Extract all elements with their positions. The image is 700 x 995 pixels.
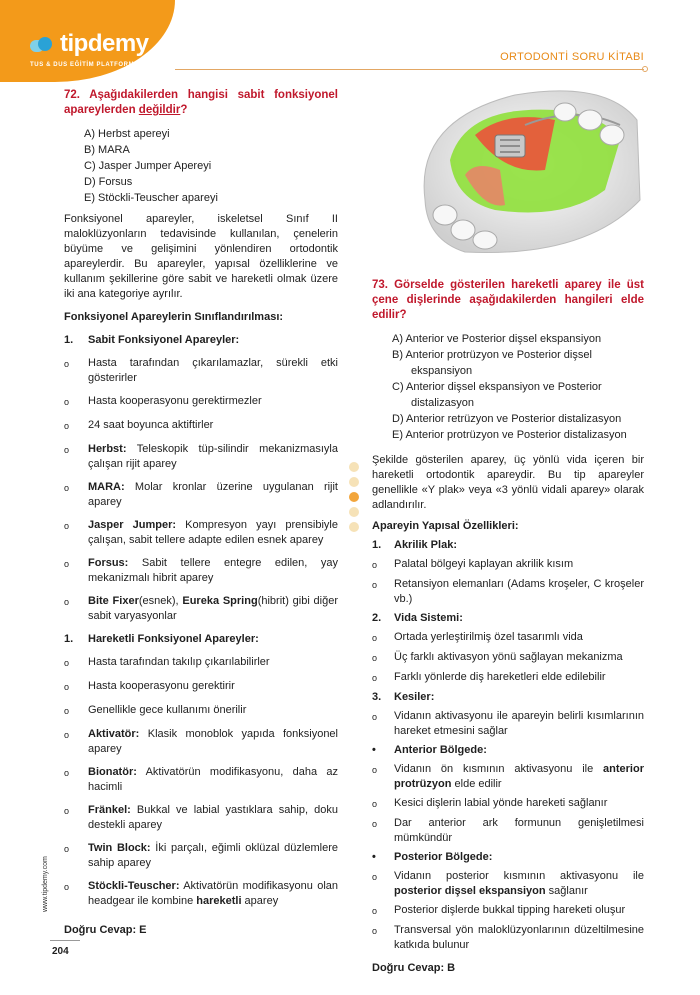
- list-item-text: Ortada yerleştirilmiş özel tasarımlı vida: [394, 631, 583, 643]
- list-item-text: Jasper Jumper: Kompresyon yayı prensibiyle çalışan, sabit tellere adapte edilen esnek aparey: [88, 519, 338, 546]
- removable-appliances-heading: 1. Hareketli Fonksiyonel Apareyler:: [64, 633, 259, 645]
- bullet-marker: o: [372, 633, 378, 643]
- fixed-appliances-heading: 1. Sabit Fonksiyonel Apareyler:: [64, 334, 240, 346]
- bullet-marker: o: [64, 706, 70, 716]
- decorative-dots: [349, 462, 361, 537]
- list-item-text: Farklı yönlerde diş hareketleri elde edilebilir: [394, 671, 606, 683]
- question-72: [64, 88, 338, 938]
- list-item-text: Vidanın ön kısmının aktivasyonu ile anterior protrüzyon elde edilir: [394, 763, 644, 790]
- list-item-text: Herbst: Teleskopik tüp-silindir mekanizmasıyla çalışan rijit aparey: [88, 443, 338, 470]
- list-item: [372, 557, 644, 573]
- dot: [349, 507, 359, 517]
- features-heading: Apareyin Yapısal Özellikleri:: [372, 520, 519, 532]
- bullet-marker: o: [64, 768, 70, 778]
- list-item: [372, 796, 644, 812]
- list-item: [372, 923, 644, 953]
- list-item: [64, 879, 338, 909]
- question-72-options: [84, 126, 338, 206]
- answer-73: Doğru Cevap: B: [372, 962, 456, 974]
- list-item-text: Vidanın aktivasyonu ile apareyin belirli kısımlarının hareket etmesini sağlar: [394, 710, 644, 737]
- list-item-text: Bionatör: Aktivatörün modifikasyonu, daha az hacimli: [88, 766, 338, 793]
- dot-active: [349, 492, 359, 502]
- bullet-marker: o: [64, 421, 70, 431]
- option-a: A) Anterior ve Posterior dişsel ekspansiyon: [392, 333, 602, 345]
- classification-heading: Fonksiyonel Apareylerin Sınıflandırılması:: [64, 311, 284, 323]
- bullet-marker: o: [64, 882, 70, 892]
- list-item: [372, 869, 644, 899]
- appliance-model-image: [405, 80, 645, 260]
- removable-appliances-list: [64, 655, 338, 909]
- bullet-marker: o: [372, 653, 378, 663]
- list-item: [64, 442, 338, 472]
- list-item: [64, 480, 338, 510]
- list-item-text: Palatal bölgeyi kaplayan akrilik kısım: [394, 558, 574, 570]
- list-item-text: Stöckli-Teuscher: Aktivatörün modifikasyonu olan headgear ile kombine hareketli aparey: [88, 880, 338, 907]
- list-item-text: Üç farklı aktivasyon yönü sağlayan mekanizma: [394, 651, 623, 663]
- list-item: [64, 841, 338, 871]
- list-item-text: MARA: Molar kronlar üzerine uygulanan rijit aparey: [88, 481, 338, 508]
- list-item-text: Kesici dişlerin labial yönde hareketi sağlanır: [394, 797, 608, 809]
- list-item: [372, 650, 644, 666]
- list-item-text: Twin Block: İki parçalı, eğimli oklüzal düzlemlere sahip aparey: [88, 842, 338, 869]
- list-item: [64, 655, 338, 671]
- feature-section-heading: 2. Vida Sistemi:: [372, 612, 463, 624]
- header-rule-dot: [642, 66, 648, 72]
- list-item: [64, 727, 338, 757]
- list-item: [372, 903, 644, 919]
- bullet-marker: o: [64, 445, 70, 455]
- bullet-marker: o: [372, 872, 378, 882]
- bullet-marker: o: [372, 673, 378, 683]
- list-item: [64, 394, 338, 410]
- bullet-marker: o: [64, 844, 70, 854]
- dot: [349, 462, 359, 472]
- bullet-marker: o: [64, 397, 70, 407]
- bullet-marker: o: [372, 765, 378, 775]
- bullet-marker: o: [64, 730, 70, 740]
- feature-section-heading: • Anterior Bölgede:: [372, 744, 487, 756]
- list-item-text: Hasta tarafından çıkarılamazlar, sürekli etki gösterirler: [88, 357, 338, 384]
- header-rule: [175, 69, 644, 70]
- bullet-marker: o: [64, 483, 70, 493]
- list-item: [64, 679, 338, 695]
- list-item-text: Fränkel: Bukkal ve labial yastıklara sahip, doku destekli aparey: [88, 804, 338, 831]
- list-item: [64, 356, 338, 386]
- list-item: [372, 670, 644, 686]
- features-list: [372, 538, 644, 953]
- list-item-text: Hasta kooperasyonu gerektirmezler: [88, 395, 262, 407]
- question-73-options: [392, 331, 644, 443]
- option-b: B) MARA: [84, 144, 130, 156]
- bullet-marker: o: [64, 806, 70, 816]
- option-a: A) Herbst apereyi: [84, 128, 170, 140]
- answer-72: Doğru Cevap: E: [64, 924, 147, 936]
- question-73-title: 73. Görselde gösterilen hareketli aparey ile üst çene dişlerinde aşağıdakilerden hangileri elde edilir?: [372, 279, 644, 321]
- feature-section-heading: 3. Kesiler:: [372, 691, 435, 703]
- bullet-marker: o: [372, 819, 378, 829]
- list-item-text: Bite Fixer(esnek), Eureka Spring(hibrit) gibi diğer sabit varyasyonlar: [88, 595, 338, 622]
- list-item-text: Hasta kooperasyonu gerektirir: [88, 680, 235, 692]
- bullet-marker: o: [372, 580, 378, 590]
- bullet-marker: o: [64, 521, 70, 531]
- list-item-text: Aktivatör: Klasik monoblok yapıda fonksiyonel aparey: [88, 728, 338, 755]
- option-e: E) Stöckli-Teuscher apareyi: [84, 192, 218, 204]
- option-d: D) Anterior retrüzyon ve Posterior distalizasyon: [392, 413, 622, 425]
- bullet-marker: o: [372, 799, 378, 809]
- list-item-text: Transversal yön maloklüzyonlarının düzeltilmesine katkıda bulunur: [394, 924, 644, 951]
- bullet-marker: o: [64, 359, 70, 369]
- list-item: [64, 518, 338, 548]
- option-b: B) Anterior protrüzyon ve Posterior dişsel ekspansiyon: [392, 349, 592, 377]
- list-item: [372, 816, 644, 846]
- feature-section-heading: • Posterior Bölgede:: [372, 851, 493, 863]
- website-url: www.tipdemy.com: [42, 856, 49, 912]
- explanation-intro: Şekilde gösterilen aparey, üç yönlü vida içeren bir hareketli ortodontik apareydir. Bu tip apareyler genellikle «Y plak» veya «3 yönlü vidali aparey» olarak adlandırılır.: [372, 454, 644, 511]
- option-d: D) Forsus: [84, 176, 133, 188]
- list-item-text: Hasta tarafından takılıp çıkarılabilirler: [88, 656, 270, 668]
- option-e: E) Anterior protrüzyon ve Posterior distalizasyon: [392, 429, 627, 441]
- list-item-text: Forsus: Sabit tellere entegre edilen, yay mekanizmalı hibrit aparey: [88, 557, 338, 584]
- question-72-title: 72. Aşağıdakilerden hangisi sabit fonksiyonel apareylerden değildir?: [64, 89, 338, 116]
- list-item: [64, 418, 338, 434]
- list-item: [372, 709, 644, 739]
- list-item-text: Genellikle gece kullanımı önerilir: [88, 704, 247, 716]
- list-item: [372, 577, 644, 607]
- bullet-marker: o: [372, 926, 378, 936]
- question-73: [372, 278, 644, 976]
- brand-name: tipdemy: [60, 30, 149, 57]
- bullet-marker: o: [372, 906, 378, 916]
- dot: [349, 522, 359, 532]
- explanation-intro: Fonksiyonel apareyler, iskeletsel Sınıf II maloklüzyonların tedavisinde kullanılan, çenelerin büyüme ve gelişimini yönlendiren ortodontik apareylerdir. Bu apareyler, yapısal özelliklerine ve kullanım şekillerine göre sabit ve hareketli olmak üzere iki ana kategoriye ayrılır.: [64, 213, 338, 300]
- list-item-text: Vidanın posterior kısmının aktivasyonu ile posterior dişsel ekspansiyon sağlanır: [394, 870, 644, 897]
- bullet-marker: o: [372, 712, 378, 722]
- bullet-marker: o: [64, 682, 70, 692]
- list-item: [64, 803, 338, 833]
- bullet-marker: o: [64, 597, 70, 607]
- list-item-text: Retansiyon elemanları (Adams kroşeler, C kroşeler vb.): [394, 578, 644, 605]
- dot: [349, 477, 359, 487]
- tipdemy-logo-icon: [30, 37, 56, 55]
- bullet-marker: o: [64, 559, 70, 569]
- brand-tagline: TUS & DUS EĞİTİM PLATFORMU: [30, 62, 140, 68]
- fixed-appliances-list: [64, 356, 338, 624]
- bullet-marker: o: [64, 658, 70, 668]
- page-number: 204: [52, 946, 69, 957]
- list-item: [64, 556, 338, 586]
- list-item-text: Posterior dişlerde bukkal tipping hareketi oluşur: [394, 904, 626, 916]
- page-rule: [50, 940, 80, 941]
- list-item-text: Dar anterior ark formunun genişletilmesi mümkündür: [394, 817, 644, 844]
- list-item: [372, 630, 644, 646]
- list-item-text: 24 saat boyunca aktiftirler: [88, 419, 214, 431]
- list-item: [64, 765, 338, 795]
- book-title: ORTODONTİ SORU KİTABI: [500, 51, 644, 63]
- list-item: [64, 594, 338, 624]
- feature-section-heading: 1. Akrilik Plak:: [372, 539, 457, 551]
- bullet-marker: o: [372, 560, 378, 570]
- list-item: [64, 703, 338, 719]
- option-c: C) Jasper Jumper Apereyi: [84, 160, 212, 172]
- option-c: C) Anterior dişsel ekspansiyon ve Posterior distalizasyon: [392, 381, 602, 409]
- list-item: [372, 762, 644, 792]
